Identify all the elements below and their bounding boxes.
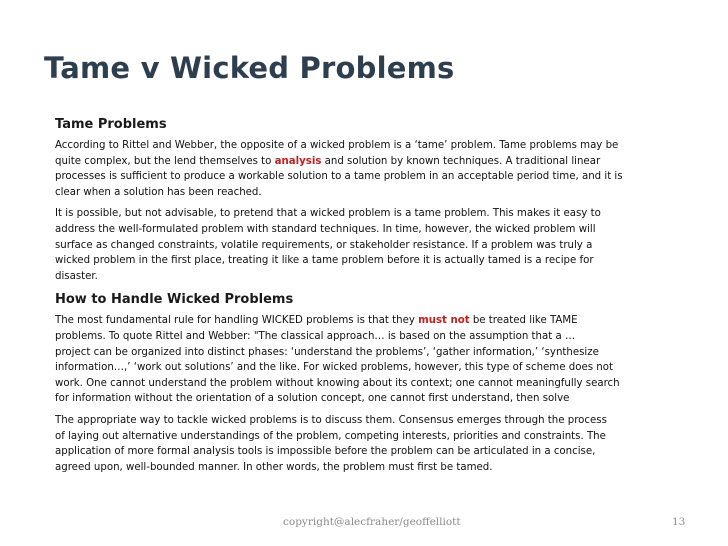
text-segment: be treated like TAME	[469, 315, 578, 327]
highlighted-term: analysis	[274, 155, 322, 167]
text-segment: and solution by known techniques. A traditional linear	[321, 155, 601, 167]
text-line	[55, 345, 600, 361]
text-segment: It is possible, but not advisable, to pretend that a wicked problem is a tame problem. This makes it easy to	[55, 208, 601, 220]
copyright-text: copyright@alecfraher/geoffelliott	[283, 516, 461, 528]
text-segment: surface as changed constraints, volatile requirements, or stakeholder resistance. If a problem was truly a	[55, 239, 593, 251]
text-line	[55, 391, 600, 407]
text-segment: of laying out alternative understandings of the problem, competing interests, priorities and constraints. The	[55, 430, 606, 442]
text-segment: disaster.	[55, 270, 98, 282]
paragraph	[55, 206, 600, 284]
text-line	[55, 444, 600, 460]
text-segment: quite complex, but the lend themselves to	[55, 155, 275, 167]
text-segment: application of more formal analysis tools is impossible before the problem can be articulated in a concise,	[55, 446, 596, 458]
text-segment: information…,’ ‘work out solutions’ and the like. For wicked problems, however, this type of scheme does not	[55, 362, 613, 374]
text-line	[55, 222, 600, 238]
text-line	[55, 413, 607, 429]
text-line	[55, 169, 623, 185]
text-segment: The most fundamental rule for handling WICKED problems is that they	[55, 315, 419, 327]
text-segment: for information without the orientation of a solution concept, one cannot first understand, then solve	[55, 393, 570, 405]
text-segment: wicked problem in the first place, treating it like a tame problem before it is actually tamed is a recipe for	[55, 255, 594, 267]
text-line	[55, 238, 600, 254]
text-line	[55, 460, 600, 476]
highlighted-term: must not	[418, 315, 470, 327]
text-segment: clear when a solution has been reached.	[55, 186, 262, 198]
text-line	[55, 154, 600, 170]
text-segment: problems. To quote Rittel and Webber: "The classical approach… is based on the assumption that a …	[55, 330, 576, 342]
slide-title: Tame v Wicked Problems	[44, 51, 455, 85]
slide-content	[55, 117, 623, 481]
text-line	[55, 253, 600, 269]
paragraph	[55, 413, 607, 475]
text-segment: work. One cannot understand the problem without knowing about its context; one cannot meaningfully search	[55, 377, 620, 389]
text-segment: processes is sufficient to produce a workable solution to a tame problem in an acceptable period time, and it is	[55, 171, 623, 183]
text-line	[55, 360, 613, 376]
page-number: 13	[672, 516, 686, 528]
text-line	[55, 429, 606, 445]
text-line	[55, 138, 619, 154]
text-line	[55, 185, 600, 201]
text-segment: address the well-formulated problem with standard techniques. In time, however, the wicked problem will	[55, 223, 596, 235]
text-line	[55, 329, 600, 345]
section-heading: Tame Problems	[55, 117, 167, 132]
paragraph	[55, 313, 620, 407]
paragraph	[55, 138, 623, 200]
text-line	[55, 313, 600, 329]
text-segment: According to Rittel and Webber, the opposite of a wicked problem is a ‘tame’ problem. Tame problems may be	[55, 140, 619, 151]
text-line	[55, 376, 620, 392]
section-heading: How to Handle Wicked Problems	[55, 292, 294, 308]
text-line	[55, 206, 600, 222]
text-segment: agreed upon, well-bounded manner. In other words, the problem must first be tamed.	[55, 461, 493, 473]
text-segment: project can be organized into distinct phases: ‘understand the problems’, ‘gather information,’ ‘synthesize	[55, 346, 599, 358]
text-line	[55, 269, 600, 285]
text-segment: The appropriate way to tackle wicked problems is to discuss them. Consensus emerges through the process	[55, 414, 607, 426]
